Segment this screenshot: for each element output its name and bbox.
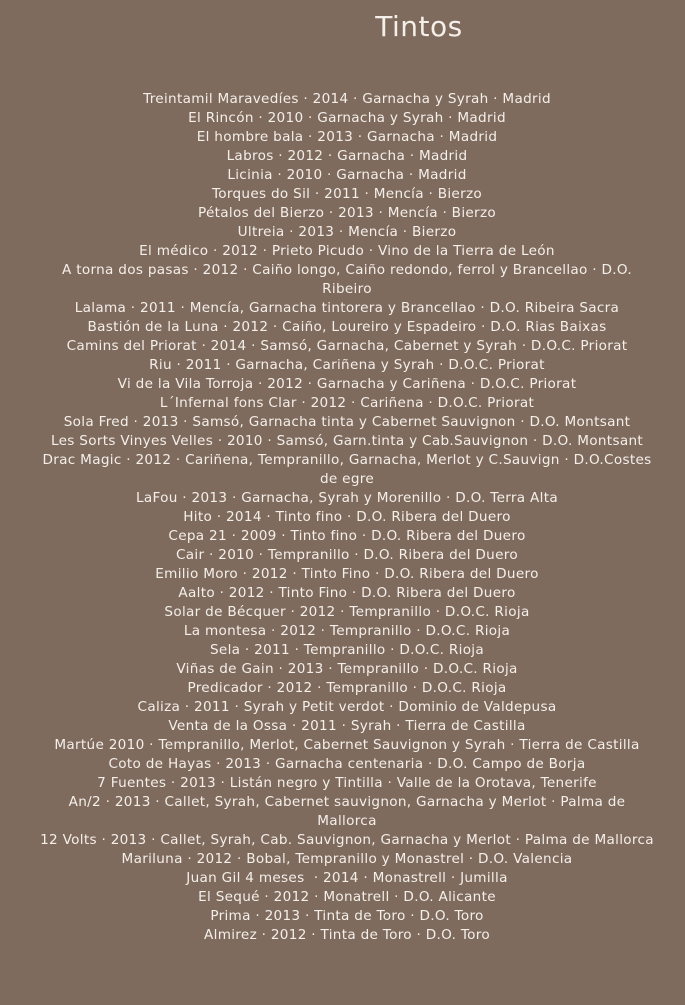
wine-item: Ultreia · 2013 · Mencía · Bierzo: [237, 224, 457, 240]
wine-item: Torques do Sil · 2011 · Mencía · Bierzo: [211, 186, 483, 202]
wine-item: Aalto · 2012 · Tinto Fino · D.O. Ribera del Duero: [178, 585, 516, 601]
wine-item: Labros · 2012 · Garnacha · Madrid: [226, 148, 468, 164]
wine-item: Camins del Priorat · 2014 · Samsó, Garnacha, Cabernet y Syrah · D.O.C. Priorat: [66, 338, 628, 354]
wine-item: Predicador · 2012 · Tempranillo · D.O.C. Rioja: [187, 680, 507, 696]
wine-item: El médico · 2012 · Prieto Picudo · Vino de la Tierra de León: [139, 243, 555, 259]
wine-item: Les Sorts Vinyes Velles · 2010 · Samsó, Garn.tinta y Cab.Sauvignon · D.O. Montsant: [51, 433, 643, 449]
wine-item: Bastión de la Luna · 2012 · Caiño, Loureiro y Espadeiro · D.O. Rias Baixas: [87, 319, 607, 335]
wine-item: Mariluna · 2012 · Bobal, Tempranillo y Monastrel · D.O. Valencia: [121, 851, 573, 867]
wine-item: Cepa 21 · 2009 · Tinto fino · D.O. Ribera del Duero: [168, 528, 526, 544]
wine-item: Cair · 2010 · Tempranillo · D.O. Ribera del Duero: [176, 547, 518, 563]
wine-item: Solar de Bécquer · 2012 · Tempranillo · D.O.C. Rioja: [164, 604, 530, 620]
wine-item: Sela · 2011 · Tempranillo · D.O.C. Rioja: [209, 642, 485, 658]
wine-item: Vi de la Vila Torroja · 2012 · Garnacha y Cariñena · D.O.C. Priorat: [117, 376, 577, 392]
wine-item: An/2 · 2013 · Callet, Syrah, Cabernet sauvignon, Garnacha y Merlot · Palma de Mallorca: [68, 794, 630, 829]
wine-item: El Sequé · 2012 · Monatrell · D.O. Alicante: [198, 889, 496, 905]
wine-item: Caliza · 2011 · Syrah y Petit verdot · Dominio de Valdepusa: [137, 699, 557, 715]
wine-item: 12 Volts · 2013 · Callet, Syrah, Cab. Sauvignon, Garnacha y Merlot · Palma de Mallorca: [40, 832, 654, 848]
wine-item: Almirez · 2012 · Tinta de Toro · D.O. Toro: [204, 927, 490, 943]
wine-item: Treintamil Maravedíes · 2014 · Garnacha y Syrah · Madrid: [143, 91, 551, 107]
wine-item: Coto de Hayas · 2013 · Garnacha centenaria · D.O. Campo de Borja: [108, 756, 586, 772]
wine-item: Pétalos del Bierzo · 2013 · Mencía · Bierzo: [197, 205, 496, 221]
wine-item: La montesa · 2012 · Tempranillo · D.O.C. Rioja: [183, 623, 511, 639]
wine-item: El hombre bala · 2013 · Garnacha · Madrid: [196, 129, 498, 145]
wine-item: Lalama · 2011 · Mencía, Garnacha tintorera y Brancellao · D.O. Ribeira Sacra: [74, 300, 620, 316]
wine-item: Drac Magic · 2012 · Cariñena, Tempranillo, Garnacha, Merlot y C.Sauvign · D.O.Costes de egre: [42, 452, 657, 487]
wine-item: Hito · 2014 · Tinto fino · D.O. Ribera del Duero: [183, 509, 511, 525]
wine-item: Emilio Moro · 2012 · Tinto Fino · D.O. Ribera del Duero: [155, 566, 539, 582]
wine-item: A torna dos pasas · 2012 · Caiño longo, Caiño redondo, ferrol y Brancellao · D.O. Ribeiro: [62, 262, 637, 297]
wine-item: LaFou · 2013 · Garnacha, Syrah y Morenillo · D.O. Terra Alta: [136, 490, 558, 506]
wine-item: 7 Fuentes · 2013 · Listán negro y Tintilla · Valle de la Orotava, Tenerife: [97, 775, 597, 791]
wine-item: Riu · 2011 · Garnacha, Cariñena y Syrah · D.O.C. Priorat: [149, 357, 545, 373]
wine-item: El Rincón · 2010 · Garnacha y Syrah · Madrid: [188, 110, 506, 126]
wine-item: L´Infernal fons Clar · 2012 · Cariñena · D.O.C. Priorat: [159, 395, 535, 411]
wine-item: Juan Gil 4 meses · 2014 · Monastrell · Jumilla: [186, 870, 508, 886]
wine-item: Sola Fred · 2013 · Samsó, Garnacha tinta y Cabernet Sauvignon · D.O. Montsant: [63, 414, 631, 430]
wine-item: Venta de la Ossa · 2011 · Syrah · Tierra de Castilla: [168, 718, 526, 734]
page-title: Tintos: [375, 10, 463, 43]
wine-item: Prima · 2013 · Tinta de Toro · D.O. Toro: [210, 908, 484, 924]
wine-item: Licinia · 2010 · Garnacha · Madrid: [227, 167, 467, 183]
wine-list: [40, 90, 657, 945]
wine-item: Viñas de Gain · 2013 · Tempranillo · D.O.C. Rioja: [176, 661, 518, 677]
wine-item: Martúe 2010 · Tempranillo, Merlot, Cabernet Sauvignon y Syrah · Tierra de Castilla: [54, 737, 640, 753]
